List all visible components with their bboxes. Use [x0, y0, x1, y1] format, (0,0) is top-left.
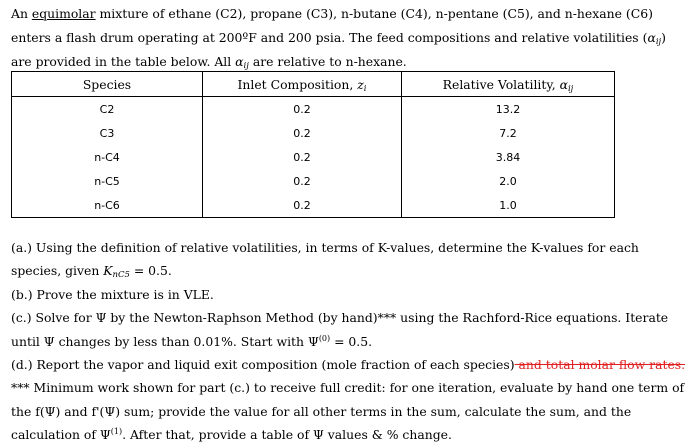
question-text: until Ψ changes by less than 0.01%. Start with Ψ — [11, 333, 319, 349]
note-line-2: the f(Ψ) and f'(Ψ) sum; provide the value for all other terms in the sum, calculate the sum, and the — [11, 403, 632, 419]
table-row — [12, 193, 615, 218]
alpha-subscript: ij — [243, 61, 249, 71]
alpha-symbol: α — [559, 76, 568, 92]
intro-text: enters a flash drum operating at 200ºF and 200 psia. The feed compositions and relative volatilities ( — [11, 30, 648, 45]
question-d — [11, 353, 685, 376]
question-c-line-2 — [11, 330, 617, 353]
cell-volatility: 2.0 — [402, 169, 615, 193]
cell-species: n-C6 — [12, 193, 203, 218]
header-volatility-label: Relative Volatility, — [442, 76, 560, 92]
header-volatility — [402, 72, 615, 97]
question-a-line-2 — [11, 259, 617, 282]
table-row — [12, 121, 615, 145]
k-subscript: nC5 — [112, 270, 130, 281]
intro-text: are relative to n-hexane. — [248, 54, 407, 69]
z-symbol: z — [357, 76, 364, 92]
note-line-1: *** Minimum work shown for part (c.) to receive full credit: for one iteration, evaluate by hand one term of — [11, 380, 685, 396]
intro-text: ) — [661, 30, 667, 45]
equimolar-term: equimolar — [31, 6, 96, 21]
question-text: = 0.5. — [129, 263, 172, 279]
cell-composition: 0.2 — [203, 145, 402, 169]
cell-species: n-C4 — [12, 145, 203, 169]
question-text: (d.) Report the vapor and liquid exit composition (mole fraction of each species) — [11, 357, 515, 373]
cell-volatility: 1.0 — [402, 193, 615, 218]
z-subscript: i — [363, 83, 367, 94]
table-row — [12, 97, 615, 122]
table-header-row — [12, 72, 615, 97]
intro-line-1 — [11, 2, 653, 26]
table-row — [12, 169, 615, 193]
cell-composition: 0.2 — [203, 121, 402, 145]
psi-superscript: (0) — [318, 333, 331, 343]
question-text: = 0.5. — [330, 333, 373, 349]
alpha-subscript: ij — [567, 83, 574, 94]
question-text: species, given — [11, 263, 104, 279]
header-species: Species — [12, 72, 203, 97]
struck-text: and total molar flow rates. — [514, 357, 685, 373]
intro-text: are provided in the table below. All — [11, 54, 236, 69]
note-line-3 — [11, 423, 617, 446]
question-text: . After that, provide a table of Ψ values & % change. — [122, 427, 452, 443]
header-composition-label: Inlet Composition, — [237, 76, 358, 92]
cell-volatility: 7.2 — [402, 121, 615, 145]
cell-species: n-C5 — [12, 169, 203, 193]
cell-volatility: 3.84 — [402, 145, 615, 169]
intro-text: An — [11, 6, 32, 21]
cell-composition: 0.2 — [203, 169, 402, 193]
problem-statement — [11, 2, 667, 74]
question-a-line-1: (a.) Using the definition of relative volatilities, in terms of K-values, determine the K-values for each — [11, 240, 639, 255]
cell-species: C2 — [12, 97, 203, 122]
intro-line-2 — [11, 26, 667, 50]
k-symbol: K — [103, 263, 113, 279]
table-row — [12, 145, 615, 169]
cell-composition: 0.2 — [203, 97, 402, 122]
header-composition — [203, 72, 402, 97]
intro-text: mixture of ethane (C2), propane (C3), n-butane (C4), n-pentane (C5), and n-hexane (C6) — [95, 6, 653, 21]
cell-composition: 0.2 — [203, 193, 402, 218]
question-text: calculation of Ψ — [11, 427, 111, 443]
cell-species: C3 — [12, 121, 203, 145]
psi-superscript: (1) — [110, 427, 123, 437]
alpha-symbol: α — [235, 54, 244, 69]
question-c-line-1: (c.) Solve for Ψ by the Newton-Raphson Method (by hand)*** using the Rachford-Rice equations. Iterate — [11, 310, 669, 326]
question-list — [11, 236, 685, 447]
feed-data-table — [11, 71, 615, 218]
question-b: (b.) Prove the mixture is in VLE. — [11, 286, 214, 302]
cell-volatility: 13.2 — [402, 97, 615, 122]
alpha-subscript: ij — [655, 37, 662, 47]
alpha-symbol: α — [647, 30, 656, 45]
